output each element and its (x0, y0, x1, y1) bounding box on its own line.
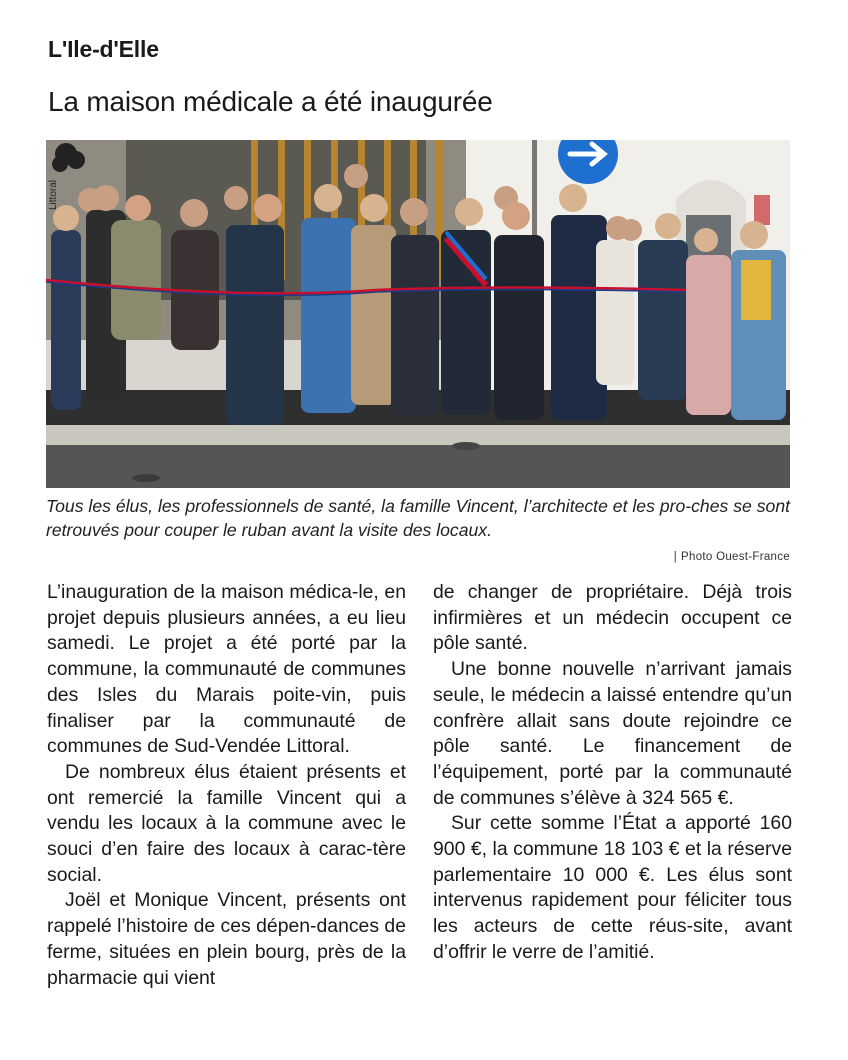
credit-separator: | (673, 551, 678, 563)
paragraph: de changer de propriétaire. Déjà trois infirmières et un médecin occupent ce pôle santé. (433, 581, 792, 655)
paragraph: Une bonne nouvelle n’arrivant jamais seule, le médecin a laissé entendre qu’un confrère allait sans doute rejoindre ce pôle santé. Le financement de l’équipement, porté par la communauté de communes s’élève à 324 565 €. (433, 658, 792, 809)
svg-text:Littoral: Littoral (48, 179, 59, 210)
paragraph: L’inauguration de la maison médica-le, en projet depuis plusieurs années, a eu lieu samedi. Le projet a été porté par la commune, la communauté de communes des Isles du Marais poite-vin, puis finaliser par la communauté de communes de Sud-Vendée Littoral. (47, 581, 406, 758)
article-column-1 (47, 580, 406, 991)
ribbon-cutting-photo (46, 140, 790, 488)
paragraph: Joël et Monique Vincent, présents ont rappelé l’histoire de ces dépen-dances de ferme, situées en plein bourg, près de la pharmacie qui vient (47, 889, 406, 989)
photo-caption: Tous les élus, les professionnels de santé, la famille Vincent, l’architecte et les pro-ches se sont retrouvés pour couper le ruban avant la visite des locaux. (46, 496, 790, 540)
article-headline: La maison médicale a été inaugurée (48, 86, 493, 117)
article-column-2 (433, 580, 792, 966)
paragraph: Sur cette somme l’État a apporté 160 900 €, la commune 18 103 € et la réserve parlementaire 10 000 €. Les élus sont intervenus rapidement pour féliciter tous les acteurs de cette réus-site, avant d’offrir le verre de l’amitié. (433, 812, 792, 963)
credit-text: Photo Ouest-France (681, 551, 790, 563)
article-photo (46, 140, 790, 488)
paragraph: De nombreux élus étaient présents et ont remercié la famille Vincent qui a vendu les locaux à la commune avec le souci d’en faire des locaux à carac-tère social. (47, 760, 406, 886)
photo-credit (674, 551, 790, 563)
article-location: L'Ile-d'Elle (48, 36, 159, 62)
